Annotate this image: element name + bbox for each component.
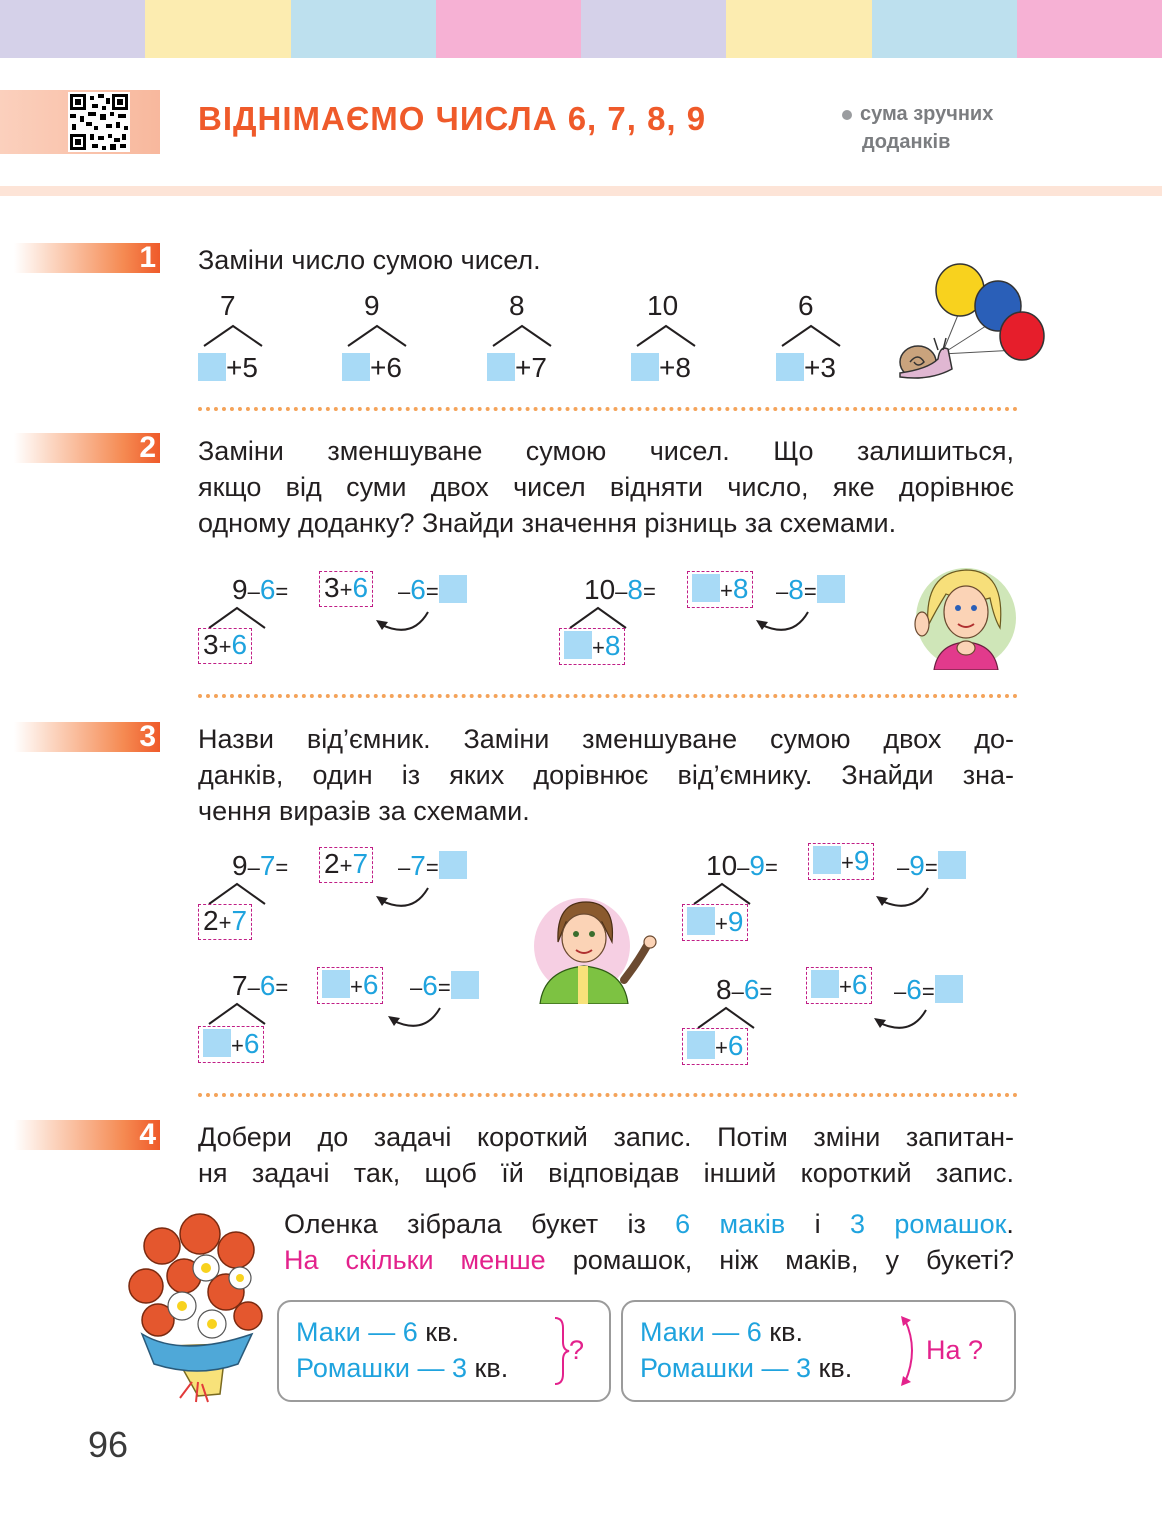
answer-box[interactable] [687, 907, 715, 935]
dashed-sum-box: +9 [682, 904, 748, 941]
scheme-sum: +8 [631, 352, 691, 384]
expression-2b: 10–8= [584, 574, 656, 605]
scheme-top-number: 10 [647, 290, 679, 321]
compare-arrow-icon [899, 1314, 923, 1388]
answer-box[interactable] [439, 575, 467, 603]
expression-3d: 8–6= [716, 974, 773, 1005]
answer-box[interactable] [198, 353, 226, 381]
task-number-badge: 4 [14, 1120, 160, 1150]
split-lines-icon [203, 1000, 273, 1026]
dashed-sum-box: +6 [317, 967, 383, 1004]
dashed-sum-box: +8 [559, 628, 625, 665]
brace-icon [551, 1316, 571, 1386]
scheme-top-number: 9 [364, 290, 380, 321]
dashed-sum-box: 3+6 [319, 571, 373, 607]
problem-question: На скільки менше ромашок, ніж маків, у букеті? [284, 1245, 1014, 1275]
task-4-line-2: ня задачі так, щоб їй відповідав інший короткий запис. [198, 1158, 1014, 1188]
expression-2b-tail: –8= [776, 574, 845, 606]
curved-arrow-icon [372, 884, 434, 912]
expression-3b-tail: –9= [897, 850, 966, 882]
answer-box[interactable] [935, 975, 963, 1003]
split-lines-icon [203, 880, 273, 906]
task-3-line-3: чення виразів за схемами. [198, 796, 530, 826]
task-1-text: Заміни число сумою чисел. [198, 245, 541, 275]
task-3-line-2: данків, один із яких дорівнює від’ємнику. Знайди зна- [198, 760, 1014, 790]
answer-box[interactable] [564, 631, 592, 659]
expression-3b: 10–9= [706, 850, 778, 881]
expression-3c: 7–6= [232, 970, 289, 1001]
expression-2a: 9–6= [232, 574, 289, 605]
short-record-card-2[interactable] [621, 1300, 1016, 1402]
task-2-line-3: одному доданку? Знайди значення різниць за схемами. [198, 508, 897, 538]
answer-box[interactable] [776, 353, 804, 381]
scheme-sum: +7 [487, 352, 547, 384]
curved-arrow-icon [372, 608, 434, 636]
split-lines-icon [198, 322, 268, 348]
task-2-line-1: Заміни зменшуване сумою чисел. Що залишиться, [198, 436, 1014, 466]
header-divider [0, 186, 1162, 196]
split-lines-icon [564, 604, 634, 630]
scheme-sum: +6 [342, 352, 402, 384]
split-lines-icon [688, 880, 758, 906]
dashed-sum-box: +8 [687, 571, 753, 608]
curved-arrow-icon [870, 1006, 932, 1034]
answer-box[interactable] [938, 851, 966, 879]
task-number-badge: 3 [14, 722, 160, 752]
expression-3d-tail: –6= [894, 974, 963, 1006]
curved-arrow-icon [384, 1004, 446, 1032]
answer-box[interactable] [687, 1031, 715, 1059]
scheme-top-number: 6 [798, 290, 814, 321]
task-4-line-1: Добери до задачі короткий запис. Потім зміни запитан- [198, 1122, 1014, 1152]
expression-3a-tail: –7= [398, 850, 467, 882]
girl-illustration [908, 562, 1018, 670]
split-lines-icon [487, 322, 557, 348]
answer-box[interactable] [817, 575, 845, 603]
section-divider [198, 407, 1018, 411]
dashed-sum-box: +6 [198, 1026, 264, 1063]
topic-note: сума зручних доданків [842, 100, 993, 156]
curved-arrow-icon [872, 884, 934, 912]
task-3-line-1: Назви від’ємник. Заміни зменшуване сумою двох до- [198, 724, 1014, 754]
dashed-sum-box: +6 [806, 967, 872, 1004]
task-number-badge: 2 [14, 433, 160, 463]
answer-box[interactable] [439, 851, 467, 879]
snail-balloons-illustration [890, 262, 1055, 387]
answer-box[interactable] [813, 846, 841, 874]
page-number: 96 [88, 1424, 129, 1465]
split-lines-icon [203, 604, 273, 630]
qr-code-icon[interactable] [68, 92, 130, 152]
bouquet-illustration [122, 1206, 268, 1404]
expression-3a: 9–7= [232, 850, 289, 881]
answer-box[interactable] [322, 970, 350, 998]
bullet-icon [842, 110, 852, 120]
short-record-card-1[interactable] [277, 1300, 611, 1402]
answer-box[interactable] [342, 353, 370, 381]
expression-3c-tail: –6= [410, 970, 479, 1002]
card-line-romashky: Ромашки — 3 кв. [640, 1353, 853, 1383]
problem-text-line-1: Оленка зібрала букет із 6 маків і 3 ромашок. [284, 1209, 1014, 1239]
section-divider [198, 694, 1018, 698]
split-lines-icon [631, 322, 701, 348]
card-line-maky: Маки — 6 кв. [296, 1317, 459, 1347]
scheme-top-number: 8 [509, 290, 525, 321]
answer-box[interactable] [203, 1029, 231, 1057]
dashed-sum-box: 2+7 [198, 904, 252, 940]
dashed-sum-box: 2+7 [319, 847, 373, 883]
task-number-badge: 1 [14, 243, 160, 273]
answer-box[interactable] [631, 353, 659, 381]
dashed-sum-box: +6 [682, 1028, 748, 1065]
question-mark: ? [569, 1335, 585, 1365]
dashed-sum-box: 3+6 [198, 628, 252, 664]
boy-illustration [532, 886, 660, 1004]
scheme-sum: +5 [198, 352, 258, 384]
split-lines-icon [776, 322, 846, 348]
answer-box[interactable] [811, 970, 839, 998]
expression-2a-tail: –6= [398, 574, 467, 606]
section-divider [198, 1093, 1018, 1097]
answer-box[interactable] [692, 574, 720, 602]
answer-box[interactable] [487, 353, 515, 381]
curved-arrow-icon [752, 608, 814, 636]
scheme-sum: +3 [776, 352, 836, 384]
split-lines-icon [692, 1004, 762, 1030]
split-lines-icon [342, 322, 412, 348]
question-na: На ? [926, 1335, 984, 1365]
card-line-maky: Маки — 6 кв. [640, 1317, 803, 1347]
task-2-line-2: якщо від суми двох чисел відняти число, яке дорівнює [198, 472, 1014, 502]
scheme-top-number: 7 [220, 290, 236, 321]
page-title: ВІДНІМАЄМО ЧИСЛА 6, 7, 8, 9 [198, 100, 707, 137]
header-color-stripes [0, 0, 1162, 58]
dashed-sum-box: +9 [808, 843, 874, 880]
answer-box[interactable] [451, 971, 479, 999]
card-line-romashky: Ромашки — 3 кв. [296, 1353, 509, 1383]
